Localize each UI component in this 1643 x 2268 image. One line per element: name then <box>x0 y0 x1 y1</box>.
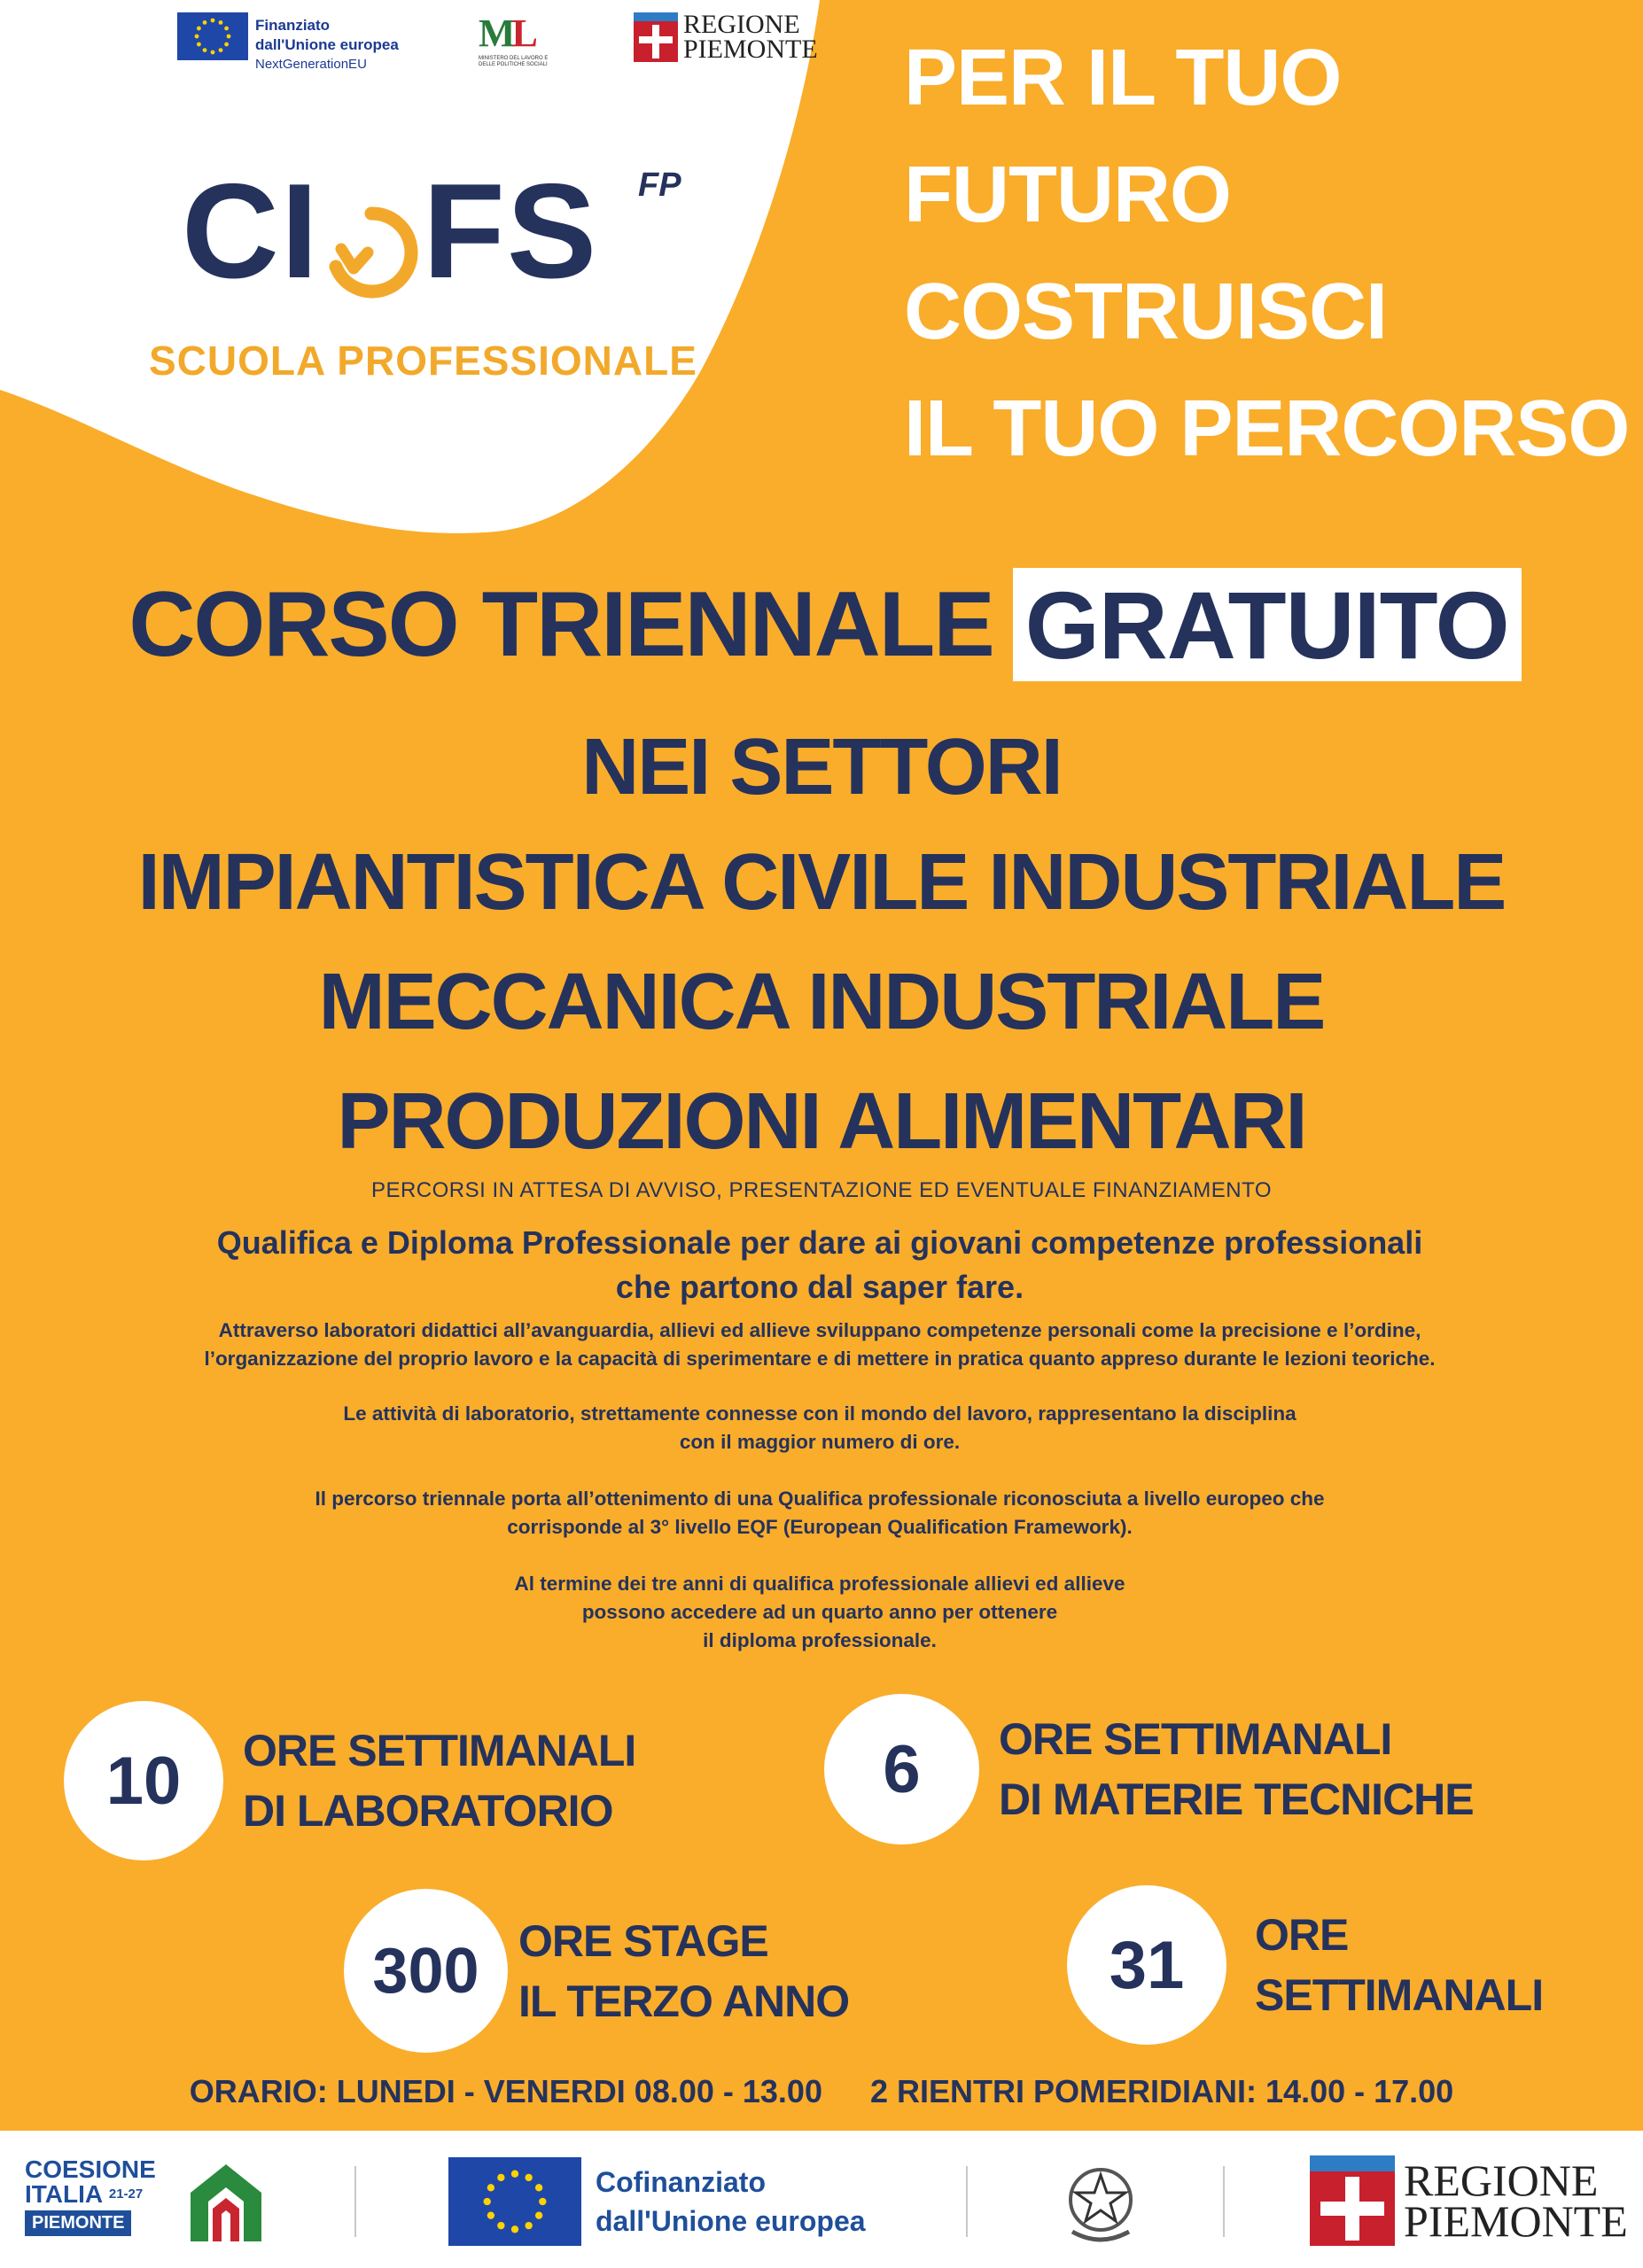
ministry-letter-l: L <box>511 12 534 55</box>
stat-technical-hours <box>824 1694 1474 1845</box>
stat-stage-hours <box>344 1889 849 2053</box>
stat-label-line: SETTIMANALI <box>1255 1970 1544 2020</box>
brand-name-part1: CI <box>182 156 320 307</box>
paragraph-laboratories <box>71 1317 1569 1373</box>
funding-note: PERCORSI IN ATTESA DI AVVISO, PRESENTAZIONE ED EVENTUALE FINANZIAMENTO <box>370 1178 1273 1202</box>
ciofs-ring-icon <box>323 187 419 283</box>
eu-flag-icon <box>177 12 248 60</box>
sector-item: IMPIANTISTICA CIVILE INDUSTRIALE <box>137 838 1506 927</box>
stat-label-line: ORE <box>1255 1910 1349 1960</box>
paragraph-line: Al termine dei tre anni di qualifica professionale allievi ed allieve <box>514 1573 1125 1595</box>
stat-label-line: IL TERZO ANNO <box>518 1976 850 2026</box>
regione-piemonte-logo-top <box>634 12 818 62</box>
paragraph-line: Attraverso laboratori didattici all’avanguardia, allievi ed allieve sviluppano competenze personali come la precisione e l’ordine, <box>218 1319 1421 1341</box>
footer-logos <box>0 2131 1643 2268</box>
qualification-line: Qualifica e Diploma Professionale per dare ai giovani competenze professionali <box>216 1224 1423 1261</box>
paragraph-line: l’organizzazione del proprio lavoro e la capacità di sperimentare e di mettere in pratica quanto appreso durante le lezioni teoriche. <box>204 1348 1436 1370</box>
coesione-italia-logo <box>25 2157 156 2236</box>
ministry-letter-m: M <box>479 12 512 55</box>
stat-label-line: ORE STAGE <box>518 1915 768 1966</box>
cofinanced-line2: dall'Unione europea <box>596 2205 866 2237</box>
stat-label-line: DI MATERIE TECNICHE <box>999 1775 1474 1824</box>
headline <box>904 19 1631 487</box>
coesione-line1: COESIONE <box>25 2155 156 2183</box>
course-title-row <box>32 567 1618 682</box>
stat-label-line: DI LABORATORIO <box>243 1786 613 1836</box>
brand-tagline: SCUOLA PROFESSIONALE <box>149 338 697 384</box>
piemonte-shield-icon <box>1310 2155 1395 2246</box>
schedule-afternoons: 2 RIENTRI POMERIDIANI: 14.00 - 17.00 <box>870 2073 1454 2109</box>
free-badge <box>1013 568 1522 681</box>
coesione-region: PIEMONTE <box>25 2210 131 2236</box>
stat-number: 300 <box>344 1889 508 2053</box>
coesione-arrow-icon <box>186 2157 266 2246</box>
footer-separator <box>354 2166 356 2237</box>
eu-flag-icon <box>448 2157 581 2246</box>
region-footer-line1: REGIONE <box>1404 2155 1599 2205</box>
stat-number: 10 <box>64 1701 223 1860</box>
stat-number: 6 <box>824 1694 979 1845</box>
headline-line: FUTURO <box>904 151 1231 239</box>
qualification-statement <box>27 1221 1613 1309</box>
coesione-years: 21-27 <box>108 2186 144 2202</box>
schedule <box>0 2073 1643 2110</box>
stat-number: 31 <box>1067 1885 1226 2045</box>
headline-line: COSTRUISCI <box>904 268 1388 356</box>
italian-republic-emblem-icon <box>1060 2159 1141 2248</box>
headline-line: PER IL TUO <box>904 34 1342 122</box>
free-badge-label: GRATUITO <box>1024 571 1509 679</box>
stat-weekly-hours <box>1067 1885 1543 2045</box>
sectors-intro: NEI SETTORI <box>581 723 1062 812</box>
course-title: CORSO TRIENNALE <box>128 572 993 676</box>
stat-label-line: ORE SETTIMANALI <box>999 1714 1392 1764</box>
paragraph-line: Le attività di laboratorio, strettamente connesse con il mondo del lavoro, rappresentano la disciplina <box>343 1402 1296 1425</box>
footer-separator <box>1223 2166 1225 2237</box>
paragraph-line: possono accedere ad un quarto anno per ottenere <box>581 1601 1058 1623</box>
ciofs-logo <box>182 156 599 307</box>
eu-funding-line1: Finanziato <box>255 17 331 34</box>
eu-funding-line2: dall'Unione europea <box>255 36 399 53</box>
paragraph-line: il diploma professionale. <box>703 1629 937 1651</box>
piemonte-shield-icon <box>634 12 678 62</box>
footer-separator <box>966 2166 968 2237</box>
eu-funding-line3: NextGenerationEU <box>255 57 367 72</box>
eu-funding-text <box>255 16 399 74</box>
paragraph-fourth-year <box>71 1570 1569 1655</box>
qualification-line: che partono dal saper fare. <box>615 1269 1024 1305</box>
stat-label-line: ORE SETTIMANALI <box>243 1726 636 1775</box>
coesione-line2: ITALIA <box>25 2180 103 2208</box>
stat-lab-hours <box>64 1701 635 1860</box>
region-footer-line2: PIEMONTE <box>1404 2196 1628 2246</box>
region-top-line2: PIEMONTE <box>683 35 818 64</box>
regione-piemonte-logo-footer <box>1310 2155 1628 2246</box>
ministry-caption: MINISTERO DEL LAVORO E DELLE POLITICHE SOCIALI <box>479 56 549 67</box>
sector-item: MECCANICA INDUSTRIALE <box>318 958 1325 1046</box>
ministry-logo <box>479 11 558 66</box>
brand-superscript: FP <box>638 167 681 204</box>
brand-name-part2: FS <box>423 156 599 307</box>
paragraph-line: con il maggior numero di ore. <box>679 1431 961 1453</box>
sector-item: PRODUZIONI ALIMENTARI <box>337 1077 1306 1166</box>
paragraph-line: Il percorso triennale porta all’ottenimento di una Qualifica professionale riconosciuta a livello europeo che <box>315 1487 1325 1510</box>
paragraph-lab-activities <box>71 1400 1569 1456</box>
schedule-hours: ORARIO: LUNEDI - VENERDI 08.00 - 13.00 <box>189 2073 822 2109</box>
region-top-line1: REGIONE <box>683 10 800 40</box>
headline-line: IL TUO PERCORSO <box>904 384 1630 473</box>
cofinanced-line1: Cofinanziato <box>596 2166 766 2198</box>
paragraph-eqf <box>71 1485 1569 1542</box>
cofinanced-text <box>596 2163 866 2241</box>
paragraph-line: corrisponde al 3° livello EQF (European Qualification Framework). <box>507 1516 1133 1538</box>
